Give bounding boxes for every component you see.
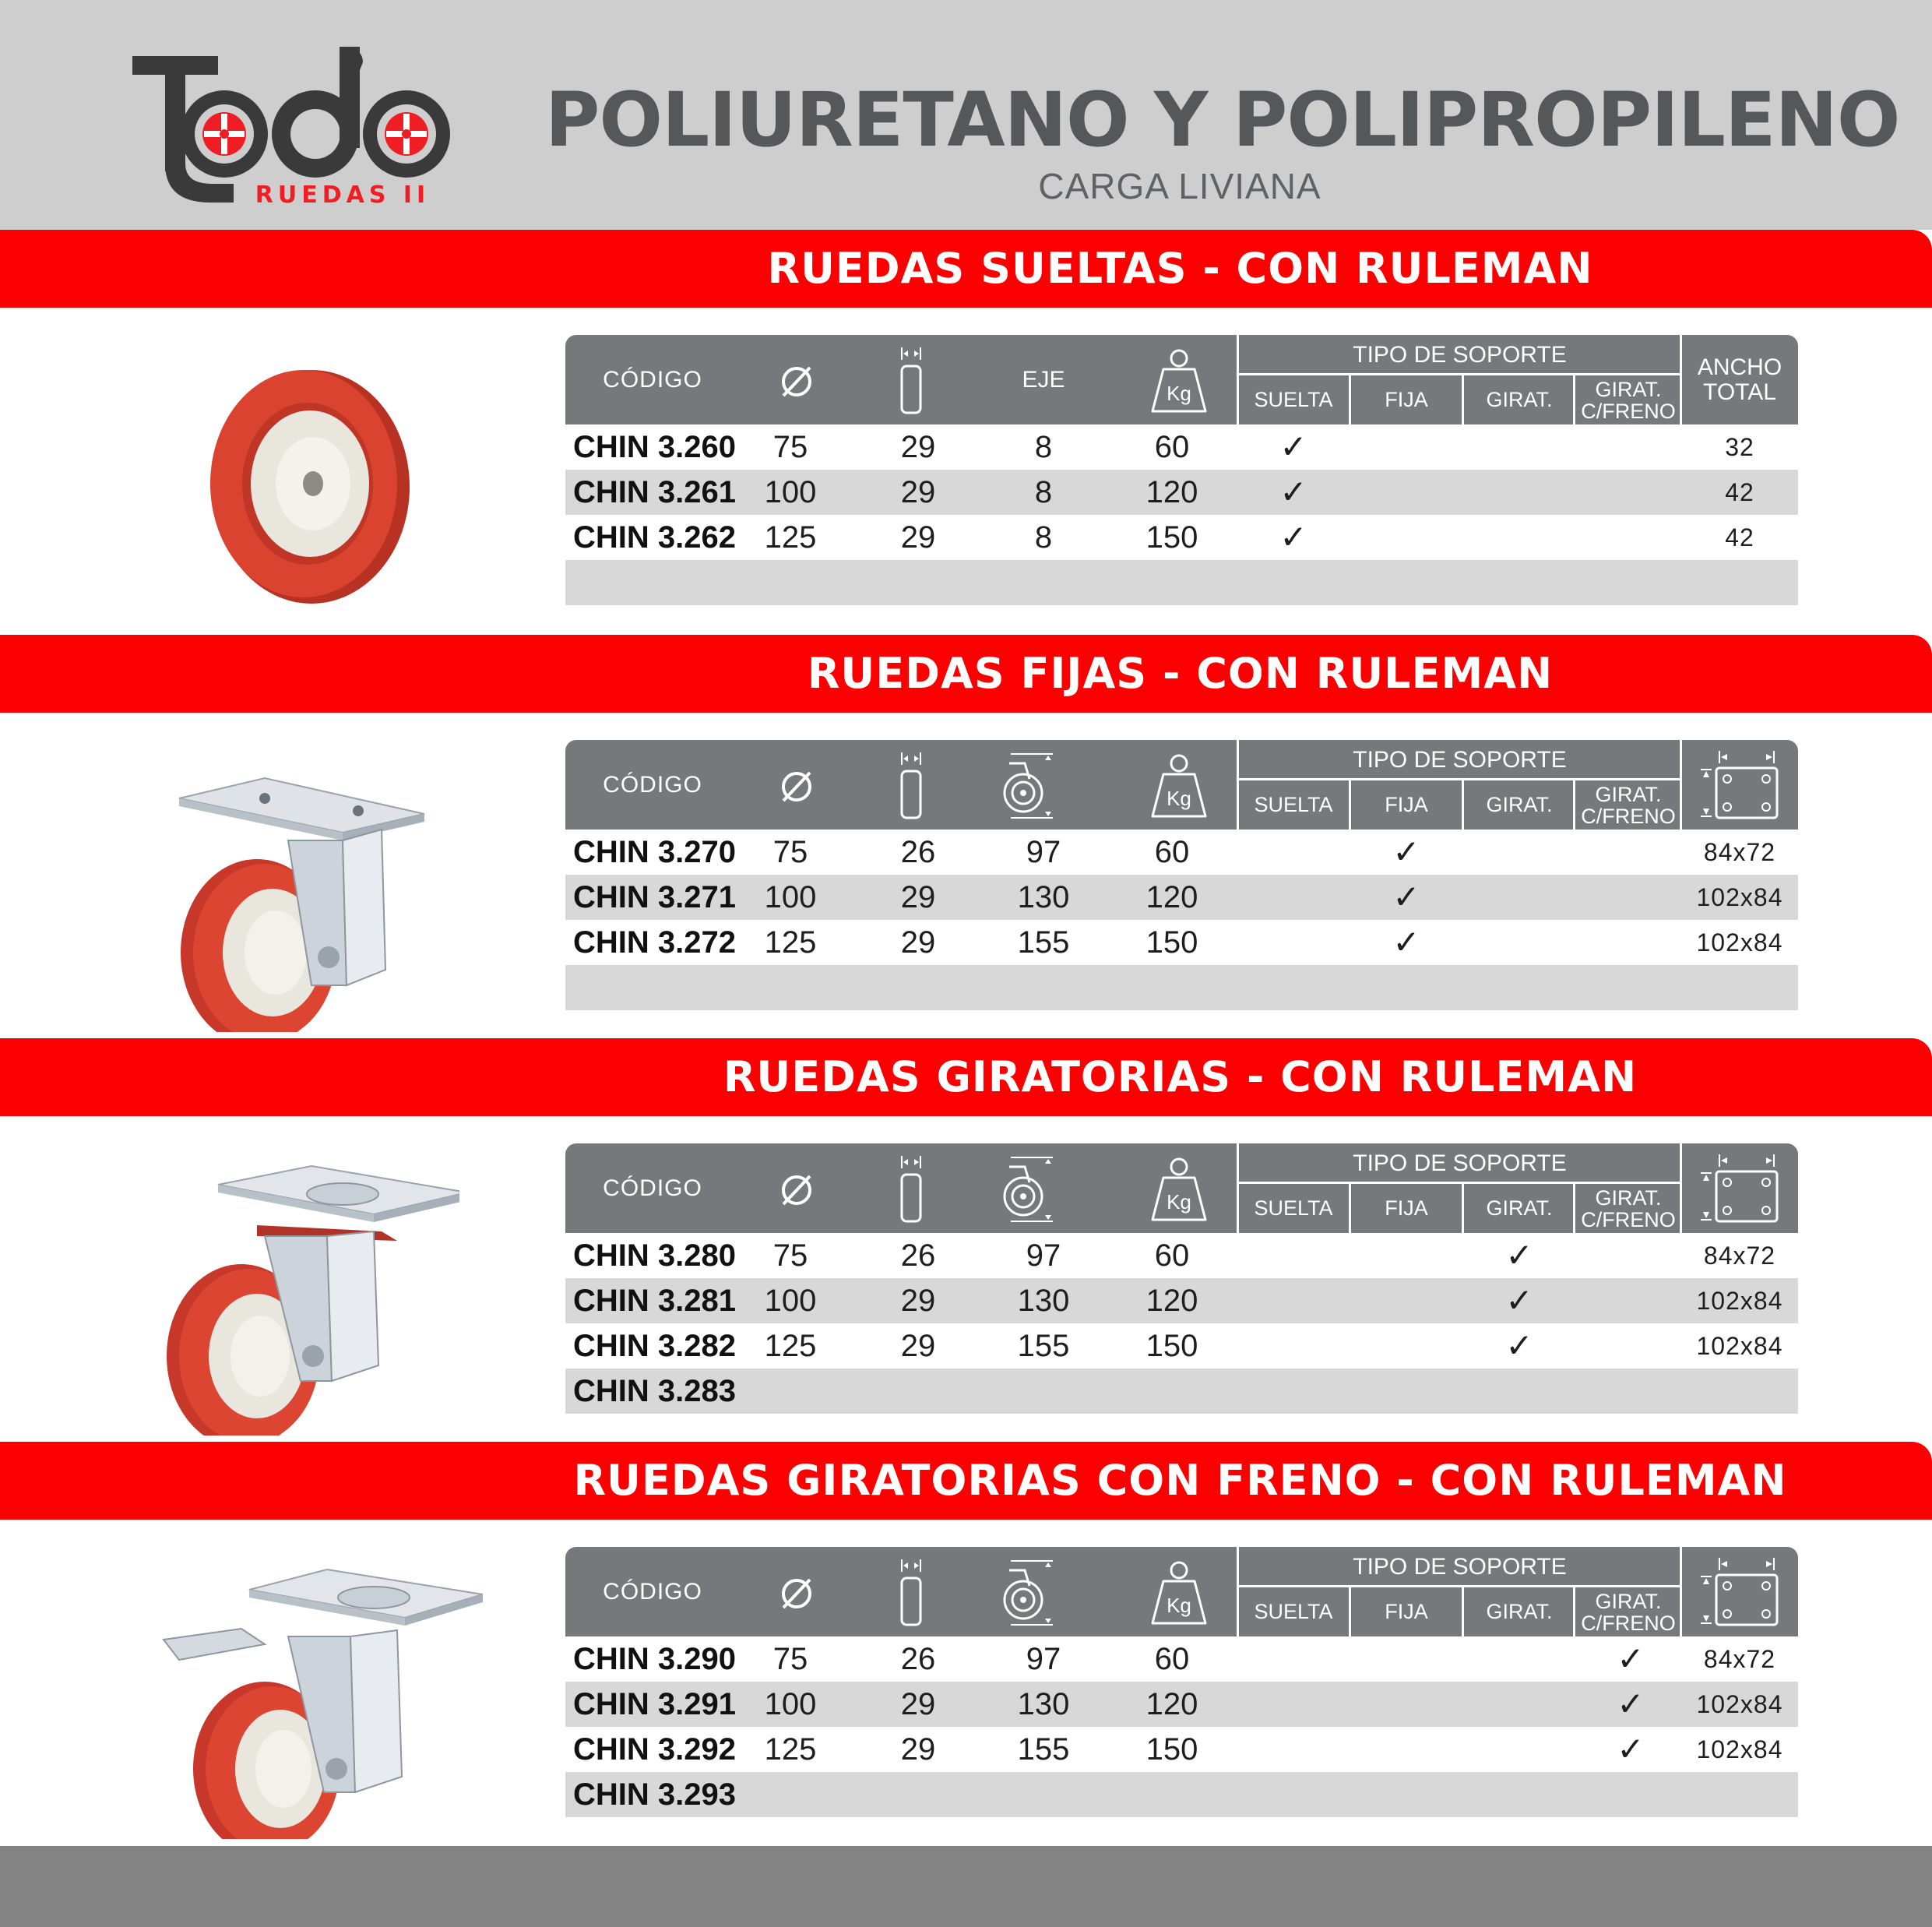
check-girat-freno (1575, 830, 1686, 875)
weight-kg-icon (1148, 1156, 1210, 1224)
check-girat (1464, 830, 1575, 875)
plate-size-cell: 102x84 (1696, 928, 1783, 956)
kg-cell: 150 (1145, 1732, 1198, 1767)
code-cell: CHIN 3.261 (573, 475, 736, 509)
kg-cell: 60 (1154, 430, 1190, 464)
table-row (565, 965, 1798, 1010)
header-eje: EJE (1022, 367, 1065, 393)
eje-cell: 8 (1034, 475, 1053, 509)
header-codigo: CÓDIGO (603, 367, 702, 393)
header-suelta: SUELTA (1254, 793, 1333, 816)
fixed-caster-image (148, 736, 459, 1032)
check-suelta (1238, 1727, 1349, 1772)
section-banner (0, 230, 1932, 308)
header-tipo-de-soporte: TIPO DE SOPORTE (1353, 1554, 1567, 1580)
header-codigo: CÓDIGO (603, 772, 702, 798)
header-girat-freno-line2: C/FRENO (1581, 400, 1676, 423)
check-suelta (1238, 920, 1349, 965)
kg-cell: 120 (1145, 1284, 1198, 1318)
height-icon (995, 748, 1065, 823)
eje-cell: 8 (1034, 430, 1053, 464)
header-girat-freno (1575, 375, 1681, 425)
header-fija: FIJA (1385, 1600, 1428, 1623)
check-suelta (1238, 1278, 1349, 1323)
table-row (565, 425, 1798, 470)
check-fija (1351, 515, 1462, 560)
width-icon (892, 1153, 930, 1224)
check-fija: ✓ (1392, 923, 1420, 961)
table-header (565, 1143, 1798, 1233)
height-cell: 130 (1017, 1687, 1070, 1721)
table-row (565, 920, 1798, 965)
header-ancho-line2: TOTAL (1703, 379, 1776, 405)
table-row (565, 470, 1798, 515)
check-fija (1351, 1682, 1462, 1727)
plate-dimensions-icon (1698, 1151, 1783, 1226)
header-ancho-line1: ANCHO (1697, 354, 1782, 380)
check-girat: ✓ (1505, 1326, 1533, 1365)
section-title: RUEDAS SUELTAS - CON RULEMAN (767, 244, 1593, 293)
check-fija: ✓ (1392, 833, 1420, 871)
kg-label: Kg (1167, 787, 1191, 810)
table-header (565, 1547, 1798, 1636)
header-fija: FIJA (1385, 388, 1428, 411)
height-cell: 130 (1017, 1284, 1070, 1318)
height-cell: 155 (1017, 1732, 1070, 1767)
header-tipo-de-soporte: TIPO DE SOPORTE (1353, 342, 1567, 368)
header-girat: GIRAT. (1486, 388, 1553, 411)
check-fija (1351, 1233, 1462, 1278)
check-girat-freno (1575, 425, 1686, 470)
width-cell: 29 (900, 520, 936, 555)
header-fija: FIJA (1385, 793, 1428, 816)
diameter-cell: 100 (764, 475, 817, 509)
table-row (565, 1682, 1798, 1727)
table-row (565, 830, 1798, 875)
table-row (565, 1278, 1798, 1323)
plate-size-cell: 102x84 (1696, 883, 1783, 911)
height-cell: 97 (1026, 835, 1061, 869)
kg-cell: 120 (1145, 880, 1198, 914)
check-girat (1464, 1682, 1575, 1727)
diameter-icon (779, 770, 815, 804)
page-footer (0, 1846, 1932, 1927)
check-suelta (1238, 1233, 1349, 1278)
section-ruedas-sueltas (0, 230, 1932, 633)
table-row (565, 1369, 1798, 1414)
check-girat (1464, 515, 1575, 560)
kg-cell: 120 (1145, 475, 1198, 509)
check-girat-freno (1575, 515, 1686, 560)
plate-size-cell: 84x72 (1703, 1242, 1776, 1270)
check-girat-freno (1575, 875, 1686, 920)
section-banner (0, 1038, 1932, 1116)
page-header (0, 0, 1932, 230)
header-girat-freno-line1: GIRAT. (1595, 1186, 1662, 1210)
width-icon (892, 344, 930, 416)
header-suelta: SUELTA (1254, 388, 1333, 411)
kg-label: Kg (1167, 1594, 1191, 1617)
check-girat (1464, 1727, 1575, 1772)
check-fija (1351, 425, 1462, 470)
header-girat-freno (1575, 780, 1681, 830)
loose-wheel-image (148, 331, 459, 627)
code-cell: CHIN 3.262 (573, 520, 736, 555)
section-title: RUEDAS FIJAS - CON RULEMAN (807, 649, 1554, 698)
plate-size-cell: 102x84 (1696, 1332, 1783, 1360)
header-girat-freno (1575, 1587, 1681, 1636)
kg-cell: 120 (1145, 1687, 1198, 1721)
plate-size-cell: 102x84 (1696, 1690, 1783, 1718)
section-ruedas-giratorias-freno (0, 1442, 1932, 1845)
check-suelta (1238, 1636, 1349, 1682)
code-cell: CHIN 3.293 (573, 1777, 736, 1812)
diameter-icon (779, 1576, 815, 1611)
svg-text:RUEDAS II: RUEDAS II (255, 181, 431, 209)
header-girat: GIRAT. (1486, 793, 1553, 816)
check-fija (1351, 1727, 1462, 1772)
code-cell: CHIN 3.283 (573, 1374, 736, 1408)
diameter-cell: 75 (772, 1642, 808, 1676)
check-suelta: ✓ (1279, 518, 1307, 556)
header-girat-freno (1575, 1184, 1681, 1233)
check-fija (1351, 1323, 1462, 1369)
table-row (565, 515, 1798, 560)
diameter-cell: 125 (764, 1732, 817, 1767)
code-cell: CHIN 3.290 (573, 1642, 736, 1676)
height-cell: 97 (1026, 1642, 1061, 1676)
table-row (565, 875, 1798, 920)
header-codigo: CÓDIGO (603, 1579, 702, 1605)
eje-cell: 8 (1034, 520, 1053, 555)
check-girat-freno (1575, 1323, 1686, 1369)
table-header (565, 740, 1798, 830)
header-girat-freno-line2: C/FRENO (1581, 1208, 1676, 1231)
check-girat: ✓ (1505, 1236, 1533, 1274)
width-cell: 29 (900, 1329, 936, 1363)
page-subtitle: CARGA LIVIANA (1038, 166, 1321, 206)
check-girat-freno: ✓ (1617, 1685, 1645, 1723)
plate-dimensions-icon (1698, 1555, 1783, 1629)
code-cell (573, 560, 752, 605)
diameter-cell: 75 (772, 835, 808, 869)
kg-cell: 150 (1145, 520, 1198, 555)
width-cell: 29 (900, 1687, 936, 1721)
plate-size-cell: 102x84 (1696, 1735, 1783, 1763)
table-row (565, 1727, 1798, 1772)
weight-kg-icon (1148, 347, 1210, 416)
todo-ruedas-logo (125, 47, 467, 210)
page-title: POLIURETANO Y POLIPROPILENO (545, 76, 1900, 164)
check-girat (1464, 1636, 1575, 1682)
code-cell: CHIN 3.282 (573, 1329, 736, 1363)
header-girat-freno-line1: GIRAT. (1595, 1590, 1662, 1613)
check-girat (1464, 875, 1575, 920)
check-fija (1351, 1636, 1462, 1682)
check-girat (1464, 470, 1575, 515)
weight-kg-icon (1148, 1559, 1210, 1628)
kg-cell: 60 (1154, 1642, 1190, 1676)
table-row (565, 1772, 1798, 1817)
diameter-cell: 100 (764, 880, 817, 914)
table-row (565, 560, 1798, 605)
code-cell: CHIN 3.291 (573, 1687, 736, 1721)
header-girat-freno-line2: C/FRENO (1581, 1612, 1676, 1635)
check-girat-freno (1575, 1233, 1686, 1278)
code-cell (573, 965, 752, 1010)
table-row (565, 1636, 1798, 1682)
width-cell: 29 (900, 925, 936, 960)
diameter-icon (779, 1173, 815, 1207)
code-cell: CHIN 3.271 (573, 880, 736, 914)
diameter-cell: 75 (772, 1238, 808, 1273)
width-cell: 26 (900, 1238, 936, 1273)
check-fija: ✓ (1392, 878, 1420, 916)
kg-cell: 60 (1154, 1238, 1190, 1273)
header-ancho-total (1681, 335, 1798, 425)
check-suelta (1238, 1323, 1349, 1369)
check-girat-freno (1575, 1278, 1686, 1323)
width-cell: 29 (900, 475, 936, 509)
plate-size-cell: 84x72 (1703, 1645, 1776, 1673)
weight-kg-icon (1148, 752, 1210, 821)
plate-size-cell: 102x84 (1696, 1287, 1783, 1315)
width-cell: 29 (900, 1732, 936, 1767)
check-fija (1351, 470, 1462, 515)
diameter-cell: 125 (764, 520, 817, 555)
ancho-total-cell: 32 (1725, 433, 1754, 461)
table-header (565, 335, 1798, 425)
diameter-icon (779, 365, 815, 399)
header-codigo: CÓDIGO (603, 1175, 702, 1201)
check-girat-freno (1575, 920, 1686, 965)
plate-size-cell: 84x72 (1703, 838, 1776, 866)
header-girat: GIRAT. (1486, 1600, 1553, 1623)
height-cell: 130 (1017, 880, 1070, 914)
diameter-cell: 125 (764, 1329, 817, 1363)
kg-label: Kg (1167, 382, 1191, 405)
section-banner (0, 635, 1932, 713)
code-cell: CHIN 3.292 (573, 1732, 736, 1767)
header-suelta: SUELTA (1254, 1600, 1333, 1623)
header-girat-freno-line2: C/FRENO (1581, 805, 1676, 828)
ancho-total-cell: 42 (1725, 478, 1754, 506)
section-ruedas-giratorias (0, 1038, 1932, 1442)
ancho-total-cell: 42 (1725, 523, 1754, 551)
header-suelta: SUELTA (1254, 1196, 1333, 1220)
width-cell: 29 (900, 880, 936, 914)
swivel-brake-caster-image (148, 1543, 491, 1839)
height-icon (995, 1151, 1065, 1226)
check-suelta (1238, 1682, 1349, 1727)
width-cell: 26 (900, 1642, 936, 1676)
code-cell: CHIN 3.281 (573, 1284, 736, 1318)
diameter-cell: 100 (764, 1687, 817, 1721)
code-cell: CHIN 3.270 (573, 835, 736, 869)
swivel-caster-image (148, 1140, 459, 1436)
width-cell: 29 (900, 1284, 936, 1318)
height-icon (995, 1555, 1065, 1629)
check-suelta: ✓ (1279, 473, 1307, 511)
check-suelta (1238, 830, 1349, 875)
width-icon (892, 1556, 930, 1628)
header-girat-freno-line1: GIRAT. (1595, 783, 1662, 806)
height-cell: 155 (1017, 1329, 1070, 1363)
header-girat: GIRAT. (1486, 1196, 1553, 1220)
section-title: RUEDAS GIRATORIAS - CON RULEMAN (723, 1052, 1638, 1101)
check-girat (1464, 425, 1575, 470)
code-cell: CHIN 3.260 (573, 430, 736, 464)
check-girat-freno: ✓ (1617, 1640, 1645, 1678)
kg-label: Kg (1167, 1190, 1191, 1214)
kg-cell: 60 (1154, 835, 1190, 869)
check-fija (1351, 1278, 1462, 1323)
kg-cell: 150 (1145, 1329, 1198, 1363)
height-cell: 97 (1026, 1238, 1061, 1273)
section-banner (0, 1442, 1932, 1520)
check-girat: ✓ (1505, 1281, 1533, 1319)
diameter-cell: 125 (764, 925, 817, 960)
height-cell: 155 (1017, 925, 1070, 960)
header-girat-freno-line1: GIRAT. (1595, 378, 1662, 401)
table-row (565, 1233, 1798, 1278)
header-tipo-de-soporte: TIPO DE SOPORTE (1353, 1150, 1567, 1176)
code-cell: CHIN 3.280 (573, 1238, 736, 1273)
diameter-cell: 75 (772, 430, 808, 464)
width-icon (892, 749, 930, 821)
check-girat (1464, 920, 1575, 965)
kg-cell: 150 (1145, 925, 1198, 960)
check-girat-freno (1575, 470, 1686, 515)
check-suelta: ✓ (1279, 428, 1307, 466)
width-cell: 29 (900, 430, 936, 464)
section-title: RUEDAS GIRATORIAS CON FRENO - CON RULEMAN (573, 1456, 1787, 1505)
diameter-cell: 100 (764, 1284, 817, 1318)
check-girat-freno: ✓ (1617, 1730, 1645, 1768)
check-suelta (1238, 875, 1349, 920)
header-tipo-de-soporte: TIPO DE SOPORTE (1353, 747, 1567, 773)
width-cell: 26 (900, 835, 936, 869)
section-ruedas-fijas (0, 635, 1932, 1038)
code-cell: CHIN 3.272 (573, 925, 736, 960)
header-fija: FIJA (1385, 1196, 1428, 1220)
plate-dimensions-icon (1698, 748, 1783, 823)
table-row (565, 1323, 1798, 1369)
